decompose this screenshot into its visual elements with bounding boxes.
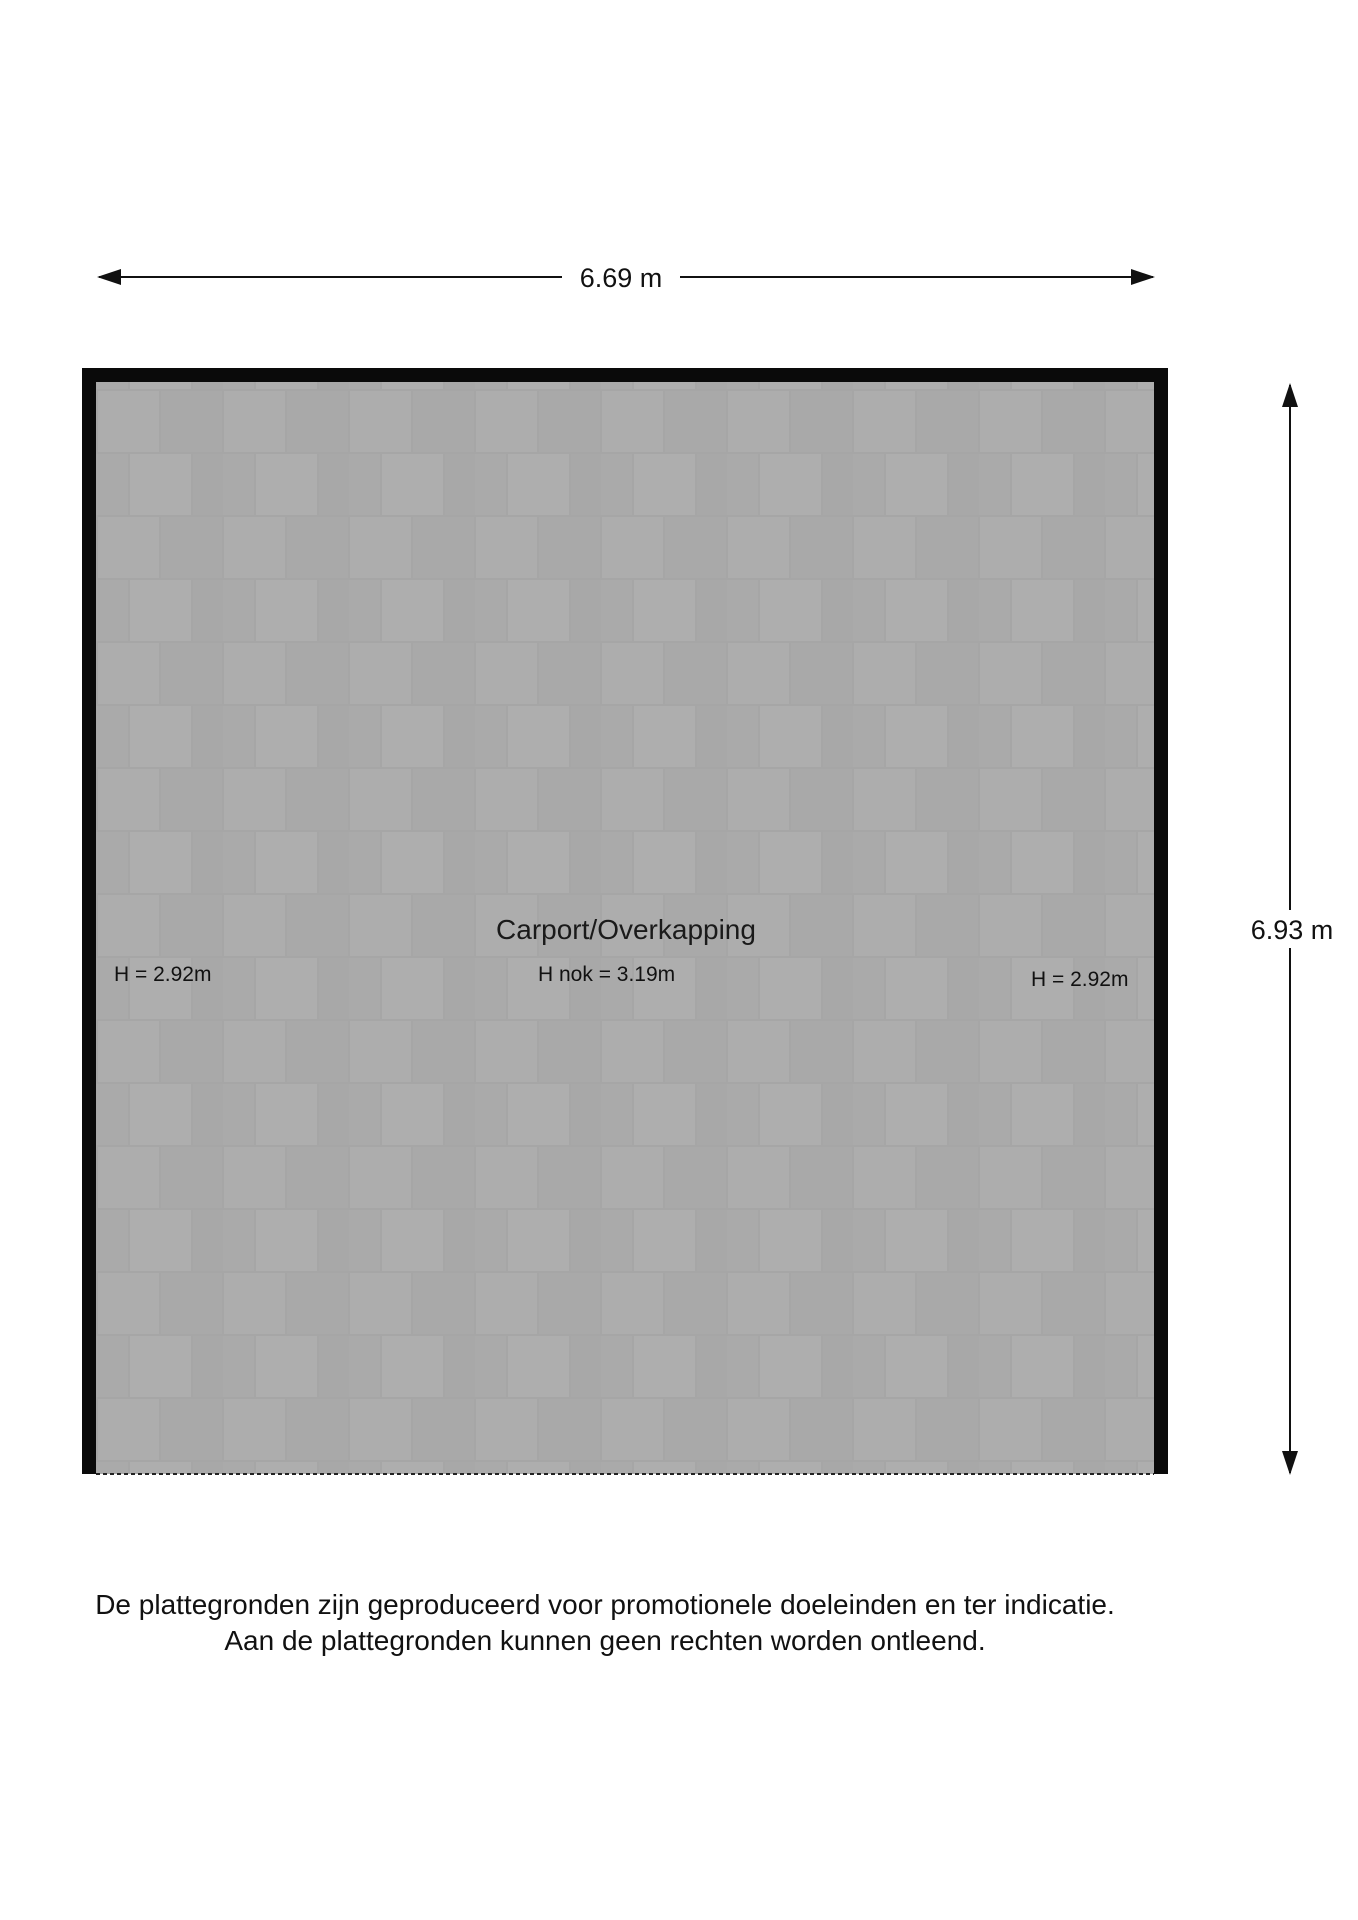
room-name: Carport/Overkapping	[496, 914, 756, 945]
wall-top	[82, 368, 1168, 382]
height-right: H = 2.92m	[1031, 968, 1129, 991]
depth-label: 6.93 m	[1250, 915, 1334, 945]
disclaimer-line-2: Aan de plattegronden kunnen geen rechten worden ontleend.	[224, 1625, 986, 1656]
width-label: 6.69 m	[579, 263, 663, 293]
wall-right	[1154, 368, 1168, 1474]
width-dimension	[99, 263, 1153, 293]
depth-dimension	[1251, 385, 1334, 1473]
room-carport	[82, 368, 1168, 1474]
height-left: H = 2.92m	[114, 963, 212, 986]
height-ridge: H nok = 3.19m	[538, 963, 676, 986]
wall-left	[82, 368, 96, 1474]
disclaimer-line-1: De plattegronden zijn geproduceerd voor promotionele doeleinden en ter indicatie.	[95, 1589, 1115, 1620]
